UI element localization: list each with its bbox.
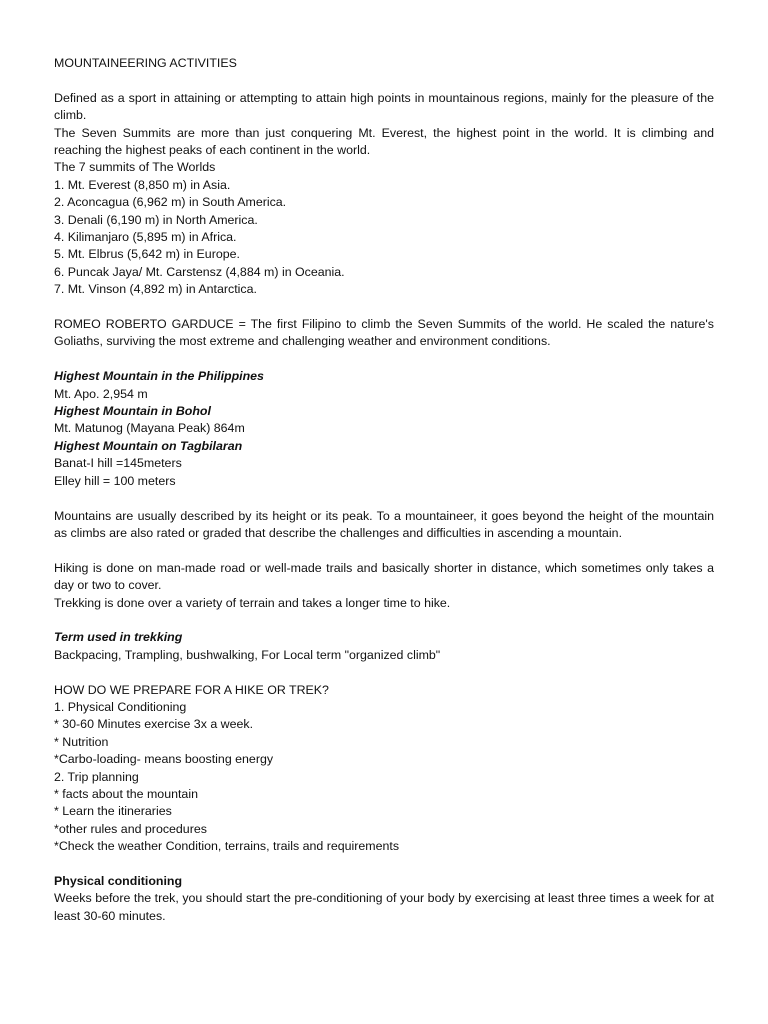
summits-heading: The 7 summits of The Worlds bbox=[54, 160, 216, 175]
summit-item: 3. Denali (6,190 m) in North America. bbox=[54, 212, 258, 227]
spacer bbox=[54, 299, 714, 316]
physical-conditioning-heading: Physical conditioning bbox=[54, 873, 183, 888]
document-title: MOUNTAINEERING ACTIVITIES bbox=[54, 56, 237, 70]
summit-item: 2. Aconcagua (6,962 m) in South America. bbox=[54, 195, 287, 210]
trekking-terms: Backpacing, Trampling, bushwalking, For Local term "organized climb" bbox=[54, 647, 441, 662]
summit-item: 4. Kilimanjaro (5,895 m) in Africa. bbox=[54, 230, 237, 245]
spacer bbox=[54, 612, 714, 629]
prepare-item: *Carbo-loading- means boosting energy bbox=[54, 752, 274, 767]
spacer bbox=[54, 72, 714, 89]
spacer bbox=[54, 490, 714, 507]
prepare-item: *Check the weather Condition, terrains, trails and requirements bbox=[54, 839, 400, 854]
trekking-terms-heading: Term used in trekking bbox=[54, 630, 183, 645]
prepare-heading: HOW DO WE PREPARE FOR A HIKE OR TREK? bbox=[54, 682, 329, 697]
mountains-paragraph: Mountains are usually described by its height or its peak. To a mountaineer, it goes beyond the height of the mountain as climbs are also rated or graded that describe the challenges and difficulties in ascending a mountain. bbox=[54, 508, 714, 540]
highest-heading-bohol: Highest Mountain in Bohol bbox=[54, 404, 211, 419]
garduce-paragraph: ROMEO ROBERTO GARDUCE = The first Filipino to climb the Seven Summits of the world. He scaled the nature's Goliaths, surviving the most extreme and challenging weather and environment conditions. bbox=[54, 317, 714, 349]
highest-value-bohol: Mt. Matunog (Mayana Peak) 864m bbox=[54, 421, 245, 436]
prepare-item: *other rules and procedures bbox=[54, 821, 207, 836]
spacer bbox=[54, 542, 714, 559]
highest-heading-tagbilaran: Highest Mountain on Tagbilaran bbox=[54, 438, 243, 453]
summit-item: 1. Mt. Everest (8,850 m) in Asia. bbox=[54, 177, 231, 192]
highest-value-tagbilaran: Elley hill = 100 meters bbox=[54, 473, 176, 488]
highest-value-tagbilaran: Banat-I hill =145meters bbox=[54, 456, 182, 471]
prepare-item: * Learn the itineraries bbox=[54, 804, 172, 819]
prepare-item: * 30-60 Minutes exercise 3x a week. bbox=[54, 717, 254, 732]
trekking-paragraph: Trekking is done over a variety of terrain and takes a longer time to hike. bbox=[54, 595, 451, 610]
summit-item: 5. Mt. Elbrus (5,642 m) in Europe. bbox=[54, 247, 240, 262]
highest-heading-philippines: Highest Mountain in the Philippines bbox=[54, 369, 264, 384]
spacer bbox=[54, 856, 714, 873]
spacer bbox=[54, 664, 714, 681]
prepare-item: 2. Trip planning bbox=[54, 769, 139, 784]
prepare-item: * facts about the mountain bbox=[54, 786, 198, 801]
spacer bbox=[54, 351, 714, 368]
physical-conditioning-paragraph: Weeks before the trek, you should start the pre-conditioning of your body by exercising at least three times a week for at least 30-60 minutes. bbox=[54, 891, 714, 923]
summit-item: 7. Mt. Vinson (4,892 m) in Antarctica. bbox=[54, 282, 257, 297]
definition-paragraph: Defined as a sport in attaining or attempting to attain high points in mountainous regions, mainly for the pleasure of the climb. bbox=[54, 90, 714, 123]
hiking-paragraph: Hiking is done on man-made road or well-made trails and basically shorter in distance, which sometimes only takes a day or two to cover. bbox=[54, 560, 714, 593]
prepare-item: 1. Physical Conditioning bbox=[54, 699, 187, 714]
prepare-item: * Nutrition bbox=[54, 734, 109, 749]
seven-summits-intro: The Seven Summits are more than just conquering Mt. Everest, the highest point in the world. It is climbing and reaching the highest peaks of each continent in the world. bbox=[54, 125, 714, 158]
highest-value-philippines: Mt. Apo. 2,954 m bbox=[54, 386, 148, 401]
summit-item: 6. Puncak Jaya/ Mt. Carstensz (4,884 m) in Oceania. bbox=[54, 264, 345, 279]
